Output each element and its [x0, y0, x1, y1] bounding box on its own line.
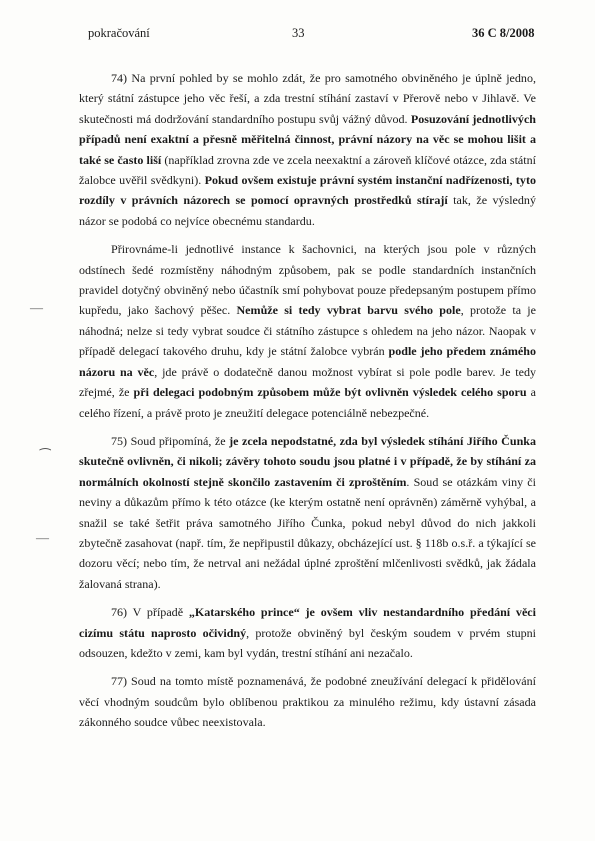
paragraph [79, 671, 536, 732]
text-run: 77) Soud na tomto místě poznamenává, že podobné zneužívání delegací k přidělování věcí vhodným soudcům bylo oblíbenou praktikou za minulého režimu, kdy ústavní zásada zákonného soudce vůbec neexistovala. [79, 674, 536, 730]
bold-text-run: je zcela nepodstatné, zda byl výsledek stíhání Jiřího Čunka skutečně ovlivněn, či nikoli; závěry tohoto soudu jsou platné i v případě, že by stíhání za normálních okolností stejně skončilo zastavením či zproštěním [79, 433, 536, 489]
text-run: Přirovnáme-li jednotlivé instance k šachovnici, na kterých jsou pole v různých odstínech šedé rozmístěny náhodným způsobem, pak se podle standardních instančních pravidel dotyčný obviněný nebo účastník smí pohybovat pouze předepsaným postupem přímo kupředu, jako šachový pěšec. [79, 242, 536, 318]
paragraph [79, 68, 536, 231]
bold-text-run: podle jeho předem známého názoru na věc [79, 344, 536, 379]
text-run: , protože ta je náhodná; nelze si tedy vybrat soudce či státního zástupce s ohledem na jeho názor. Naopak v případě delegací takového druhu, kdy je státní žalobce vybrán [79, 303, 536, 359]
text-run: , protože obviněný byl českým soudem v prvém stupni odsouzen, kdežto v zemi, kam byl vydán, trestní stíhání ani nezačalo. [79, 625, 537, 660]
margin-mark: ⁀ [40, 448, 51, 463]
margin-mark: — [30, 300, 43, 315]
text-run: a celého řízení, a právě proto je zneužití delegace potenciálně nebezpečné. [79, 385, 536, 420]
bold-text-run: „Katarského prince“ je ovšem vliv nestandardního předání věci cizímu státu naprosto očividný [79, 605, 537, 640]
bold-text-run: Posuzování jednotlivých případů není exaktní a přesně měřitelná činnost, právní názory na věc se mohou lišit a také se často liší [79, 111, 536, 167]
paragraph [79, 239, 536, 423]
case-number: 36 C 8/2008 [472, 26, 535, 40]
page-number: 33 [292, 26, 305, 40]
continuation-label: pokračování [88, 26, 150, 40]
text-run: tak, že výsledný názor se podobá co nejvíce obecnému standardu. [79, 193, 536, 228]
text-run: 74) Na první pohled by se mohlo zdát, že pro samotného obviněného je úplně jedno, který státní zástupce jeho věc řeší, a zda trestní stíhání zastaví v Přerově nebo v Jihlavě. Ve skutečnosti má dodržování standardního postupu svůj vážný důvod. [79, 71, 536, 126]
text-run: (například zrovna zde ve zcela neexaktní a zároveň klíčové otázce, zda státní žalobce uvěřil svědkyni). [79, 152, 536, 188]
text-run: . Soud se otázkám viny či neviny a důkazům přímo k této otázce (ke kterým ostatně není oprávněn) záměrně vyhýbal, a snažil se také šetřit práva samotného Jiřího Čunka, pokud nebyl důvod do nich jakkoli zbytečně zasahovat (např. tím, že nepřipustil důkazy, obcházející ust. § 118b o.s.ř. a týkající se dozoru věcí; nebo tím, že netrval ani nežádal úplné zproštění mlčenlivosti svědků, jak žádala žalovaná strana). [79, 474, 537, 591]
paragraph [79, 431, 536, 594]
text-run: 75) Soud připomíná, že [111, 433, 230, 448]
paragraph [79, 602, 536, 663]
document-body [79, 68, 536, 741]
bold-text-run: při delegaci podobným způsobem může být ovlivněn výsledek celého sporu [133, 385, 527, 400]
bold-text-run: Pokud ovšem existuje právní systém instanční nadřízenosti, tyto rozdíly v právních názorech se pomocí opravných prostředků stírají [79, 173, 536, 208]
bold-text-run: Nemůže si tedy vybrat barvu svého pole [236, 303, 461, 318]
margin-mark: — [36, 530, 49, 545]
text-run: , jde právě o dodatečně danou možnost vybírat si pole podle barev. Je tedy zřejmé, že [79, 364, 536, 400]
text-run: 76) V případě [111, 605, 189, 620]
